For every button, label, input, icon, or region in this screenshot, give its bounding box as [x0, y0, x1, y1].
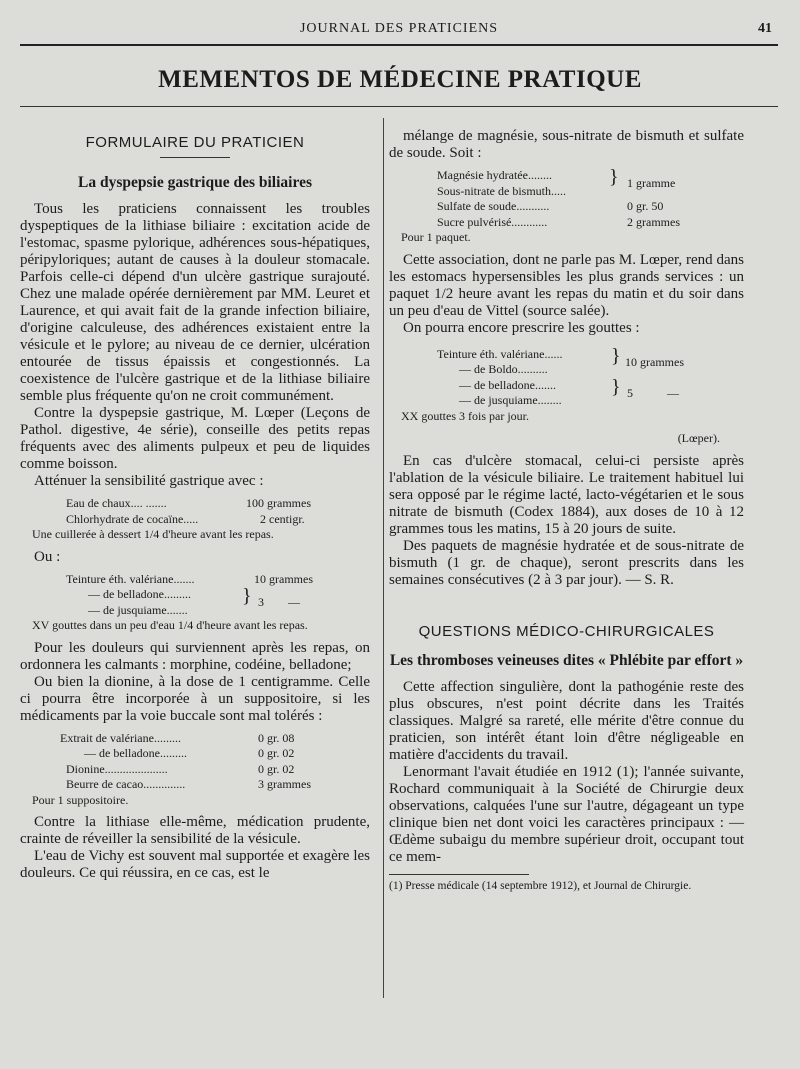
paragraph: Ou bien la dionine, à la dose de 1 centigramme. Celle ci pourra être incorporée à un suppositoire, si les médicaments par la voie buccale sont mal tolérés :	[20, 673, 370, 724]
ingredient: — de Boldo..........	[459, 362, 548, 376]
dose-dash: —	[288, 594, 300, 609]
dose: 2 grammes	[627, 214, 680, 229]
ingredient: Teinture éth. valériane......	[437, 346, 563, 361]
dose: 10 grammes	[625, 354, 684, 369]
dose: 100 grammes	[246, 496, 311, 510]
ingredient: Sulfate de soude...........	[437, 199, 550, 213]
dose: 0 gr. 08	[258, 730, 295, 745]
paragraph: Tous les praticiens connaissent les troubles dyspeptiques de la lithiase biliaire : excitation acide de l'estomac, spasme pylorique, adhérences sous-hépatiques, péripyloriques; autant de causes à la douleur stomacale. Parfois celle-ci dépend d'un ulcère gastrique surajouté. Chez une malade opérée dernièrement par MM. Leuret et Laurence, et qui avait fait de la grande infection biliaire, d'origine calculeuse, des adhérences existaient entre la vésicule et le pylore; au niveau de ce dernier, ulcération entourée de tissus épaissis et congestionnés. La coexistence de l'ulcère gastrique et de la lithiase biliaire semble plus fréquente qu'on ne croit communément.	[20, 201, 370, 404]
page-header	[20, 18, 778, 46]
author-credit: (Lœper).	[677, 431, 720, 445]
prescription-note: Une cuillerée à dessert 1/4 d'heure avant les repas.	[32, 527, 274, 541]
dose: 3 grammes	[258, 777, 311, 791]
paragraph: Lenormant l'avait étudiée en 1912 (1); l'année suivante, Rochard communiquait à la Société de Chirurgie deux observations, calquées l'une sur l'autre, dégageant un type clinique bien net dont voici les caractères principaux : — Œdème subaigu du membre supérieur droit, occupant tout ce mem-	[389, 764, 744, 865]
paragraph: Pour les douleurs qui surviennent après les repas, on ordonnera les calmants : morphine, codéine, belladone;	[20, 639, 370, 673]
dose: 0 gr. 02	[258, 761, 295, 776]
prescription-note: XV gouttes dans un peu d'eau 1/4 d'heure avant les repas.	[32, 618, 308, 632]
section-rule	[160, 157, 230, 158]
dose: 10 grammes	[254, 571, 313, 586]
footnote-rule	[389, 874, 529, 875]
dose-dash: —	[667, 385, 679, 400]
section-heading: QUESTIONS MÉDICO-CHIRURGICALES	[418, 623, 715, 640]
paragraph: Contre la lithiase elle-même, médication prudente, crainte de réveiller la sensibilité de la vésicule.	[20, 814, 370, 847]
paragraph: Contre la dyspepsie gastrique, M. Lœper (Leçons de Pathol. digestive, 4e série), conseille des petits repas fréquents avec des aliments pulpeux et peu de liquides comme boisson.	[20, 405, 370, 472]
ingredient: — de belladone.......	[459, 377, 556, 392]
title-rule	[20, 106, 778, 107]
paragraph: Ou :	[34, 548, 61, 565]
prescription-note: XX gouttes 3 fois par jour.	[401, 408, 529, 423]
main-title: MEMENTOS DE MÉDECINE PRATIQUE	[158, 66, 642, 93]
ingredient: Teinture éth. valériane.......	[66, 571, 195, 586]
page-number: 41	[758, 21, 772, 36]
left-column	[20, 128, 370, 882]
prescription-note: Pour 1 suppositoire.	[32, 792, 129, 807]
dose: 0 gr. 02	[258, 746, 295, 760]
dose: 0 gr. 50	[627, 199, 664, 213]
prescription	[20, 572, 370, 634]
paragraph: mélange de magnésie, sous-nitrate de bismuth et sulfate de soude. Soit :	[389, 128, 744, 161]
dose: 1 gramme	[627, 176, 676, 190]
ingredient: Extrait de valériane.........	[60, 730, 181, 745]
ingredient: Eau de chaux.... .......	[66, 496, 167, 510]
ingredient: — de belladone.........	[88, 587, 191, 601]
prescription-note: Pour 1 paquet.	[401, 230, 471, 244]
paragraph: Atténuer la sensibilité gastrique avec :	[34, 473, 264, 489]
ingredient: Chlorhydrate de cocaïne.....	[66, 511, 199, 526]
footnote: (1) Presse médicale (14 septembre 1912), et Journal de Chirurgie.	[389, 880, 692, 892]
brace: }	[242, 585, 252, 607]
paragraph: L'eau de Vichy est souvent mal supportée et exagère les douleurs. Ce qui réussira, en ce cas, est le	[20, 848, 370, 881]
ingredient: Magnésie hydratée........	[437, 168, 552, 182]
paragraph: Cette association, dont ne parle pas M. Lœper, rend dans les estomacs hypersensibles les plus grands services : un paquet 1/2 heure avant les repas du matin et du soir dans un peu d'eau de Vittel (source salée).	[389, 251, 744, 319]
ingredient: — de jusquiame.......	[88, 602, 188, 617]
journal-name: JOURNAL DES PRATICIENS	[299, 21, 499, 36]
ingredient: Sous-nitrate de bismuth.....	[437, 183, 566, 198]
dose: 5	[627, 385, 633, 400]
paragraph: Des paquets de magnésie hydratée et de sous-nitrate de bismuth (1 gr. de chaque), seront prescrits dans les semaines consécutives (2 à 3 par jour). — S. R.	[389, 538, 744, 588]
dose: 2 centigr.	[260, 511, 305, 526]
column-divider	[383, 118, 384, 998]
prescription	[389, 168, 744, 246]
prescription	[20, 496, 370, 543]
ingredient: Beurre de cacao..............	[66, 777, 186, 791]
brace: }	[611, 344, 621, 367]
prescription	[389, 344, 744, 425]
paragraph: On pourra encore prescrire les gouttes :	[403, 319, 640, 336]
article-title: La dyspepsie gastrique des biliaires	[78, 174, 312, 191]
paragraph: Cette affection singulière, dont la pathogénie reste des plus obscures, n'est point décrite dans les Traités classiques. Malgré sa rareté, elle mérite d'être connue du praticien, son intérêt étant loin d'être négligeable en matière d'accidents du travail.	[389, 679, 744, 763]
brace: }	[611, 375, 621, 398]
ingredient: Sucre pulvérisé............	[437, 214, 548, 229]
article-title: Les thromboses veineuses dites « Phlébite par effort »	[389, 652, 744, 669]
ingredient: Dionine.....................	[66, 761, 168, 776]
prescription	[20, 731, 370, 809]
ingredient: — de belladone.........	[84, 746, 187, 760]
paragraph: En cas d'ulcère stomacal, celui-ci persiste après l'ablation de la vésicule biliaire. Le traitement habituel lui sera opposé par le régime lacté, lacto-végétarien et le sous nitrate de bismuth (Codex 1884), aux doses de 10 à 12 grammes tous les matins, 15 à 20 jours de suite.	[389, 453, 744, 537]
ingredient: — de jusquiame........	[459, 393, 562, 407]
right-column	[389, 128, 744, 893]
brace: }	[609, 166, 619, 188]
section-heading: FORMULAIRE DU PRATICIEN	[85, 134, 305, 151]
dose: 3	[258, 595, 264, 609]
